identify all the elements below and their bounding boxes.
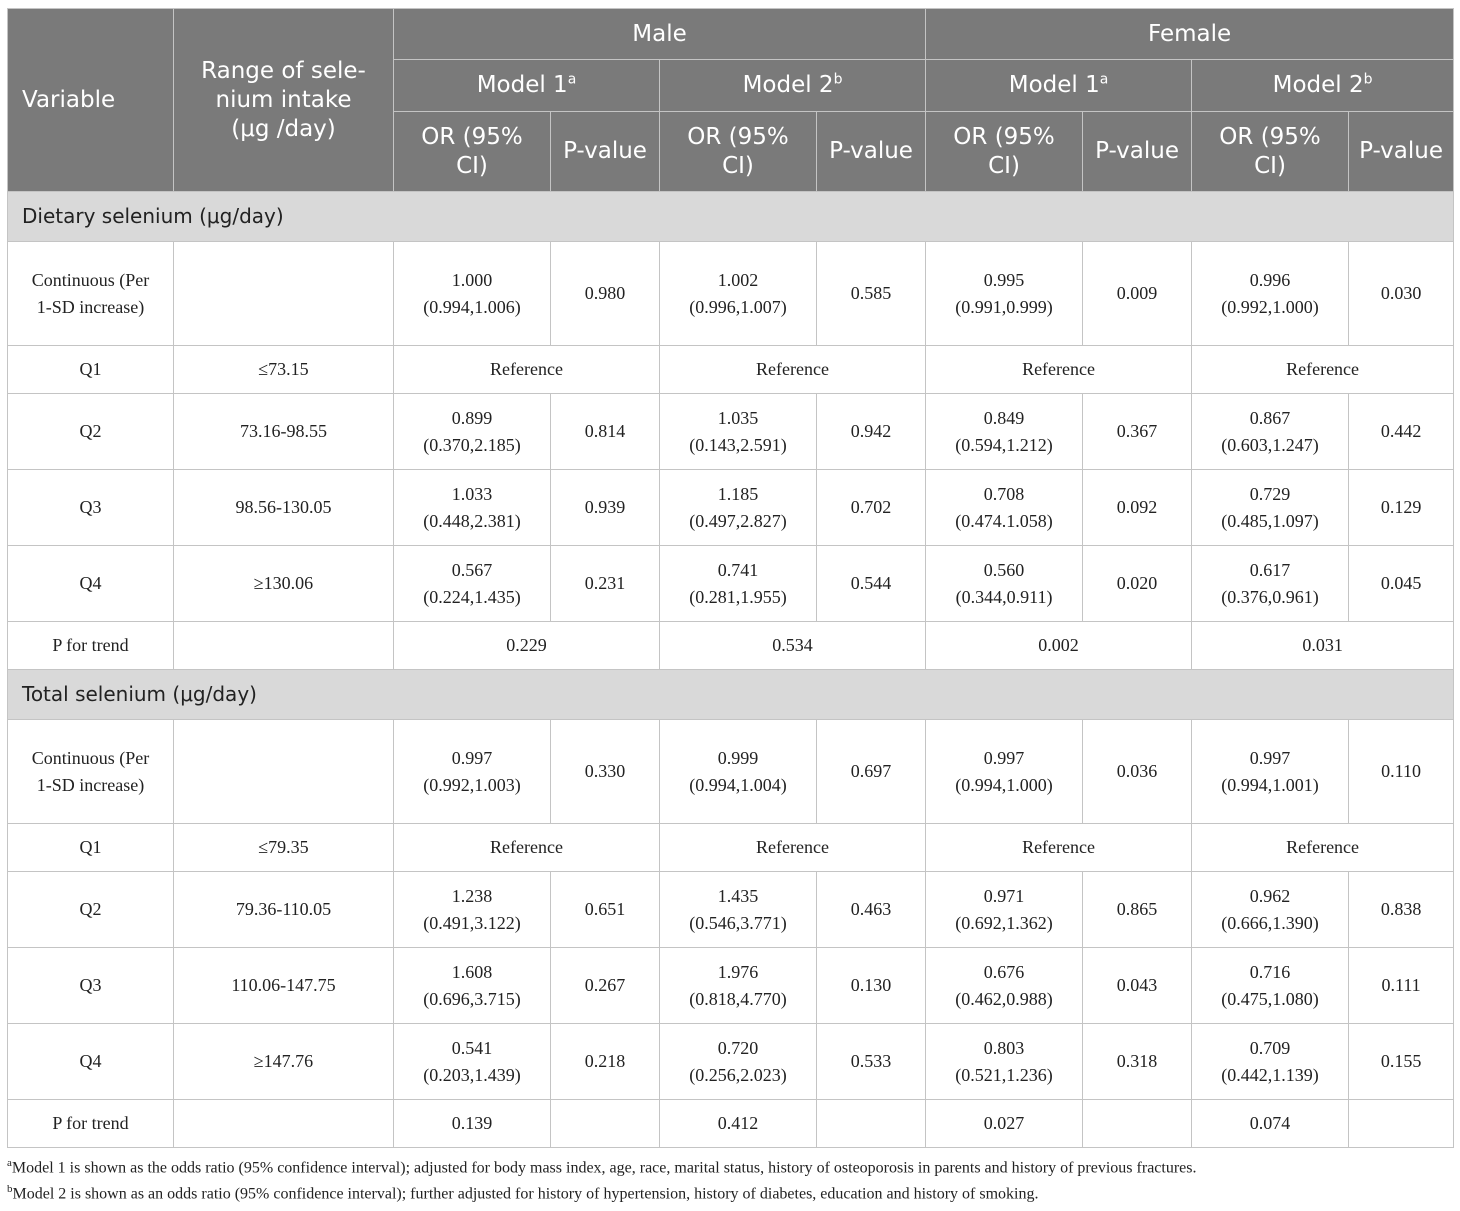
range-cell: ≤79.35: [174, 824, 394, 872]
table-row: [8, 948, 1454, 1024]
or-cell: 1.608 (0.696,3.715): [394, 948, 551, 1024]
or-cell: 0.729 (0.485,1.097): [1192, 470, 1349, 546]
p-cell: 0.043: [1083, 948, 1192, 1024]
reference-cell: Reference: [660, 824, 926, 872]
or-cell: 0.567 (0.224,1.435): [394, 546, 551, 622]
p-cell: 0.939: [551, 470, 660, 546]
or-cell: 0.997 (0.994,1.001): [1192, 720, 1349, 824]
range-cell: [174, 242, 394, 346]
p-cell: 0.231: [551, 546, 660, 622]
header-p-value: P-value: [1083, 112, 1192, 192]
trend-cell: 0.074: [1192, 1100, 1349, 1148]
or-cell: 0.803 (0.521,1.236): [926, 1024, 1083, 1100]
or-cell: 0.716 (0.475,1.080): [1192, 948, 1349, 1024]
range-cell: ≤73.15: [174, 346, 394, 394]
header-p-value: P-value: [817, 112, 926, 192]
p-cell: 0.651: [551, 872, 660, 948]
range-cell: 98.56-130.05: [174, 470, 394, 546]
header-p-value: P-value: [551, 112, 660, 192]
p-cell: 0.942: [817, 394, 926, 470]
row-label: Q4: [8, 546, 174, 622]
row-label: Q2: [8, 872, 174, 948]
range-cell: [174, 1100, 394, 1148]
p-cell: 0.814: [551, 394, 660, 470]
or-cell: 0.541 (0.203,1.439): [394, 1024, 551, 1100]
row-label: Continuous (Per 1-SD increase): [8, 720, 174, 824]
or-cell: 0.997 (0.994,1.000): [926, 720, 1083, 824]
or-cell: 1.000 (0.994,1.006): [394, 242, 551, 346]
trend-row: [8, 622, 1454, 670]
p-cell: 0.111: [1349, 948, 1454, 1024]
p-cell: 0.092: [1083, 470, 1192, 546]
header-or-ci: OR (95% CI): [926, 112, 1083, 192]
or-cell: 0.708 (0.474.1.058): [926, 470, 1083, 546]
p-cell: 0.318: [1083, 1024, 1192, 1100]
p-cell: 0.980: [551, 242, 660, 346]
p-cell: 0.020: [1083, 546, 1192, 622]
range-cell: ≥130.06: [174, 546, 394, 622]
header-male: Male: [394, 9, 926, 60]
section-title: Total selenium (μg/day): [8, 670, 1454, 720]
or-cell: 0.709 (0.442,1.139): [1192, 1024, 1349, 1100]
row-label: Q1: [8, 824, 174, 872]
trend-cell: 0.027: [926, 1100, 1083, 1148]
row-label: Q3: [8, 470, 174, 546]
p-cell: 0.110: [1349, 720, 1454, 824]
or-cell: 1.035 (0.143,2.591): [660, 394, 817, 470]
or-cell: 0.720 (0.256,2.023): [660, 1024, 817, 1100]
header-male-model1: Model 1$^a$: [394, 60, 660, 112]
or-cell: 0.996 (0.992,1.000): [1192, 242, 1349, 346]
header-or-ci: OR (95% CI): [1192, 112, 1349, 192]
reference-cell: Reference: [394, 824, 660, 872]
p-cell: 0.865: [1083, 872, 1192, 948]
or-cell: 0.617 (0.376,0.961): [1192, 546, 1349, 622]
footnote-a: $^a$Model 1 is shown as the odds ratio (95% confidence interval); adjusted for body mass index, age, race, marital status, history of osteoporosis in parents and history of previous fractures.: [7, 1157, 1197, 1177]
or-cell: 1.185 (0.497,2.827): [660, 470, 817, 546]
table-row: [8, 546, 1454, 622]
row-label: Q1: [8, 346, 174, 394]
or-cell: 1.238 (0.491,3.122): [394, 872, 551, 948]
p-cell: 0.129: [1349, 470, 1454, 546]
or-cell: 0.849 (0.594,1.212): [926, 394, 1083, 470]
or-cell: 1.976 (0.818,4.770): [660, 948, 817, 1024]
or-cell: 1.002 (0.996,1.007): [660, 242, 817, 346]
p-cell: 0.267: [551, 948, 660, 1024]
p-cell: 0.544: [817, 546, 926, 622]
p-cell: 0.838: [1349, 872, 1454, 948]
row-label: Q4: [8, 1024, 174, 1100]
header-female: Female: [926, 9, 1454, 60]
or-cell: 0.867 (0.603,1.247): [1192, 394, 1349, 470]
results-table: [7, 8, 1454, 1148]
header-female-model2: Model 2$^b$: [1192, 60, 1454, 112]
or-cell: 0.999 (0.994,1.004): [660, 720, 817, 824]
p-cell: 0.130: [817, 948, 926, 1024]
row-label: P for trend: [8, 1100, 174, 1148]
reference-cell: Reference: [1192, 346, 1454, 394]
range-cell: 110.06-147.75: [174, 948, 394, 1024]
p-cell: 0.463: [817, 872, 926, 948]
p-cell: 0.155: [1349, 1024, 1454, 1100]
table-row: [8, 394, 1454, 470]
p-cell: 0.218: [551, 1024, 660, 1100]
trend-cell: 0.229: [394, 622, 660, 670]
header-p-value: P-value: [1349, 112, 1454, 192]
p-cell: 0.030: [1349, 242, 1454, 346]
table-row: [8, 720, 1454, 824]
p-cell: [1349, 1100, 1454, 1148]
header-female-model1: Model 1$^a$: [926, 60, 1192, 112]
p-cell: 0.009: [1083, 242, 1192, 346]
or-cell: 0.995 (0.991,0.999): [926, 242, 1083, 346]
reference-cell: Reference: [660, 346, 926, 394]
table-row: [8, 824, 1454, 872]
header-or-ci: OR (95% CI): [660, 112, 817, 192]
or-cell: 0.899 (0.370,2.185): [394, 394, 551, 470]
trend-cell: 0.412: [660, 1100, 817, 1148]
range-cell: 79.36-110.05: [174, 872, 394, 948]
footnote-b: $^b$Model 2 is shown as an odds ratio (95% confidence interval); further adjusted for history of hypertension, history of diabetes, education and history of smoking.: [7, 1183, 1039, 1203]
reference-cell: Reference: [926, 824, 1192, 872]
p-cell: [1083, 1100, 1192, 1148]
row-label: Q3: [8, 948, 174, 1024]
p-cell: 0.367: [1083, 394, 1192, 470]
p-cell: 0.330: [551, 720, 660, 824]
p-cell: [551, 1100, 660, 1148]
or-cell: 0.676 (0.462,0.988): [926, 948, 1083, 1024]
header-range: Range of sele-nium intake (μg /day): [174, 9, 394, 192]
section-row: [8, 670, 1454, 720]
row-label: Continuous (Per 1-SD increase): [8, 242, 174, 346]
range-cell: ≥147.76: [174, 1024, 394, 1100]
p-cell: 0.045: [1349, 546, 1454, 622]
table-row: [8, 470, 1454, 546]
p-cell: 0.702: [817, 470, 926, 546]
range-cell: [174, 622, 394, 670]
section-row: [8, 192, 1454, 242]
or-cell: 1.033 (0.448,2.381): [394, 470, 551, 546]
table-row: [8, 1024, 1454, 1100]
trend-cell: 0.002: [926, 622, 1192, 670]
header-male-model2: Model 2$^b$: [660, 60, 926, 112]
range-cell: 73.16-98.55: [174, 394, 394, 470]
row-label: Q2: [8, 394, 174, 470]
header-variable: Variable: [8, 9, 174, 192]
table-row: [8, 872, 1454, 948]
p-cell: 0.036: [1083, 720, 1192, 824]
or-cell: 1.435 (0.546,3.771): [660, 872, 817, 948]
table-row: [8, 346, 1454, 394]
p-cell: [817, 1100, 926, 1148]
p-cell: 0.585: [817, 242, 926, 346]
or-cell: 0.971 (0.692,1.362): [926, 872, 1083, 948]
reference-cell: Reference: [926, 346, 1192, 394]
reference-cell: Reference: [394, 346, 660, 394]
p-cell: 0.697: [817, 720, 926, 824]
or-cell: 0.962 (0.666,1.390): [1192, 872, 1349, 948]
or-cell: 0.997 (0.992,1.003): [394, 720, 551, 824]
reference-cell: Reference: [1192, 824, 1454, 872]
range-cell: [174, 720, 394, 824]
trend-row: [8, 1100, 1454, 1148]
or-cell: 0.741 (0.281,1.955): [660, 546, 817, 622]
row-label: P for trend: [8, 622, 174, 670]
header-or-ci: OR (95% CI): [394, 112, 551, 192]
table-row: [8, 242, 1454, 346]
trend-cell: 0.534: [660, 622, 926, 670]
or-cell: 0.560 (0.344,0.911): [926, 546, 1083, 622]
trend-cell: 0.139: [394, 1100, 551, 1148]
p-cell: 0.442: [1349, 394, 1454, 470]
trend-cell: 0.031: [1192, 622, 1454, 670]
section-title: Dietary selenium (μg/day): [8, 192, 1454, 242]
p-cell: 0.533: [817, 1024, 926, 1100]
